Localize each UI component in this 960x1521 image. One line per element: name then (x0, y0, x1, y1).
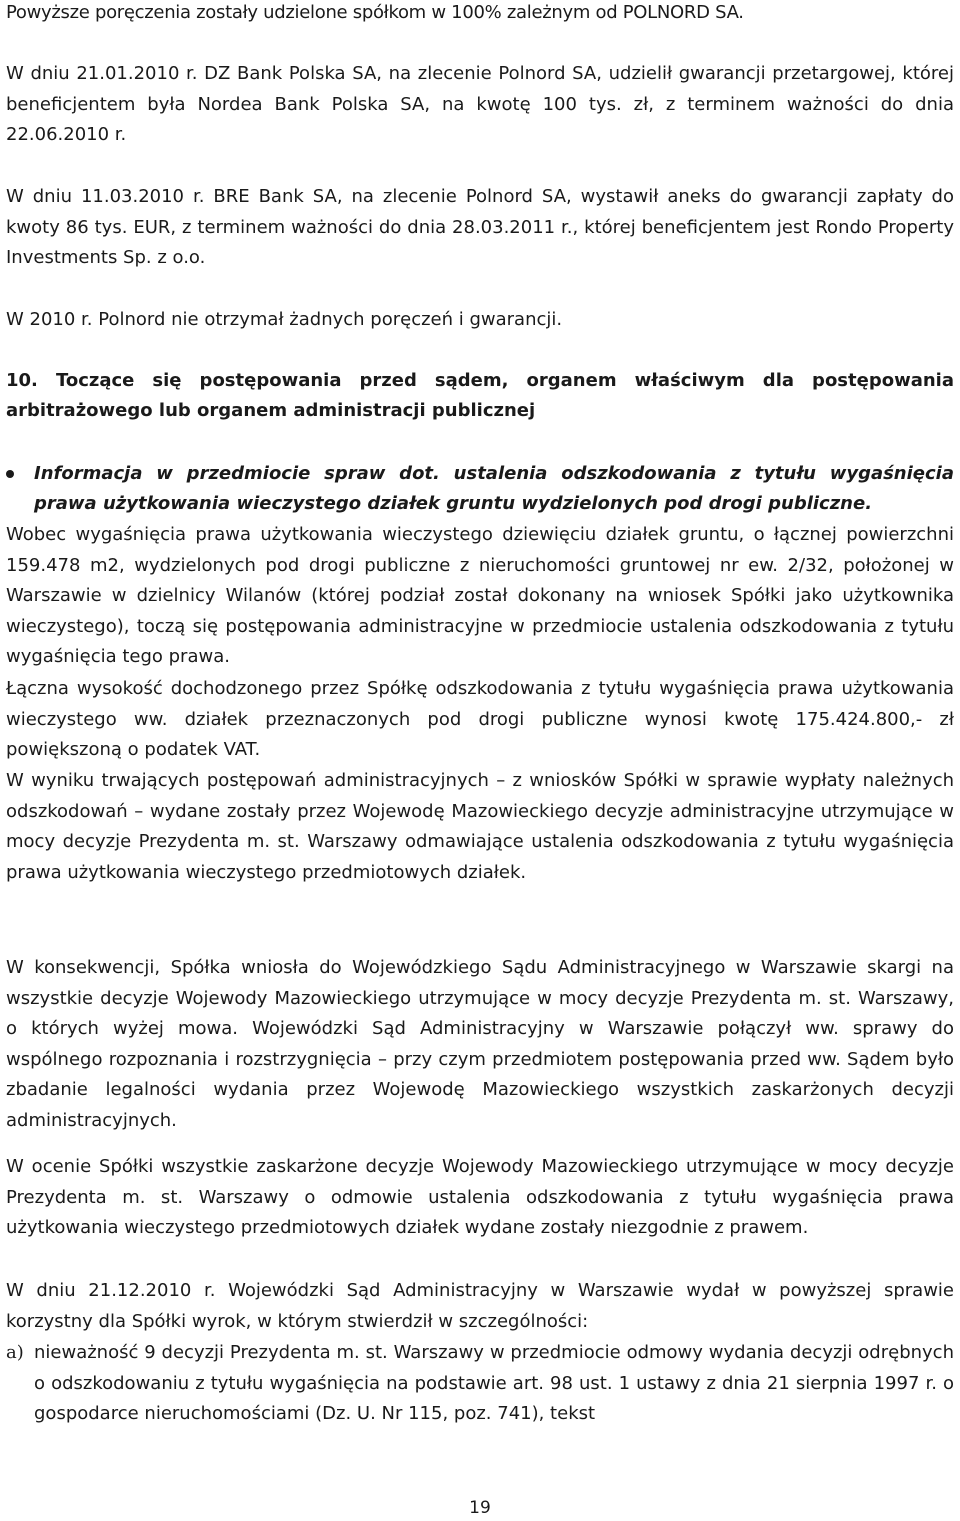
list-item-text: nieważność 9 decyzji Prezydenta m. st. Warszawy w przedmiocie odmowy wydania decyzji odrębnych o odszkodowaniu z tytułu wygaśnięcia na podstawie art. 98 ust. 1 ustawy z dnia 21 sierpnia 1997 r. o gospodarce nieruchomościami (Dz. U. Nr 115, poz. 741), tekst (34, 1342, 954, 1424)
bullet-icon (6, 470, 14, 478)
paragraph-court-ruling: W dniu 21.12.2010 r. Wojewódzki Sąd Administracyjny w Warszawie wydał w powyższej sprawie korzystny dla Spółki wyrok, w którym stwierdził w szczególności: (6, 1280, 954, 1332)
bullet-item-text: Informacja w przedmiocie spraw dot. ustalenia odszkodowania z tytułu wygaśnięcia prawa użytkowania wieczystego działek gruntu wydzielonych pod drogi publiczne. (34, 463, 954, 514)
bullet-item (6, 459, 954, 519)
paragraph-administrative-decisions: W wyniku trwających postępowań administracyjnych – z wniosków Spółki w sprawie wypłaty należnych odszkodowań – wydane zostały przez Wojewodę Mazowieckiego decyzje administracyjne utrzymujące w mocy decyzje Prezydenta m. st. Warszawy odmawiające ustalenia odszkodowania z tytułu wygaśnięcia prawa użytkowania wieczystego przedmiotowych działek. (6, 770, 954, 883)
list-item (6, 1338, 954, 1430)
paragraph-company-opinion: W ocenie Spółki wszystkie zaskarżone decyzje Wojewody Mazowieckiego utrzymujące w mocy decyzje Prezydenta m. st. Warszawy o odmowie ustalenia odszkodowania z tytułu wygaśnięcia prawa użytkowania wieczystego przedmiotowych działek wydane zostały niezgodnie z prawem. (6, 1156, 954, 1238)
paragraph-guarantees-note: Powyższe poręczenia zostały udzielone spółkom w 100% zależnym od POLNORD SA. (6, 2, 744, 23)
paragraph-bre-bank: W dniu 11.03.2010 r. BRE Bank SA, na zlecenie Polnord SA, wystawił aneks do gwarancji zapłaty do kwoty 86 tys. EUR, z terminem ważności do dnia 28.03.2011 r., której beneficjentem jest Rondo Property Investments Sp. z o.o. (6, 186, 954, 268)
paragraph-court-complaints: W konsekwencji, Spółka wniosła do Wojewódzkiego Sądu Administracyjnego w Warszawie skargi na wszystkie decyzje Wojewody Mazowieckiego utrzymujące w mocy decyzje Prezydenta m. st. Warszawy, o których wyżej mowa. Wojewódzki Sąd Administracyjny w Warszawie połączył ww. sprawy do wspólnego rozpoznania i rozstrzygnięcia – przy czym przedmiotem postępowania przed ww. Sądem było zbadanie legalności wydania przez Wojewodę Mazowieckiego wszystkich zaskarżonych decyzji administracyjnych. (6, 957, 954, 1131)
paragraph-compensation-amount: Łączna wysokość dochodzonego przez Spółkę odszkodowania z tytułu wygaśnięcia prawa użytkowania wieczystego ww. działek przeznaczonych pod drogi publiczne wynosi kwotę 175.424.800,- zł powiększoną o podatek VAT. (6, 678, 954, 760)
paragraph-dz-bank: W dniu 21.01.2010 r. DZ Bank Polska SA, na zlecenie Polnord SA, udzielił gwarancji przetargowej, której beneficjentem była Nordea Bank Polska SA, na kwotę 100 tys. zł, z terminem ważności do dnia 22.06.2010 r. (6, 63, 954, 145)
paragraph-expiry-proceedings: Wobec wygaśnięcia prawa użytkowania wieczystego dziewięciu działek gruntu, o łącznej powierzchni 159.478 m2, wydzielonych pod drogi publiczne z nieruchomości gruntowej nr ew. 2/32, położonej w Warszawie w dzielnicy Wilanów (której podział został dokonany na wniosek Spółki jako użytkownika wieczystego), toczą się postępowania administracyjne w przedmiocie ustalenia odszkodowania z tytułu wygaśnięcia tego prawa. (6, 524, 954, 667)
page-number: 19 (469, 1498, 491, 1518)
paragraph-no-guarantees: W 2010 r. Polnord nie otrzymał żadnych poręczeń i gwarancji. (6, 309, 563, 330)
list-marker: a) (6, 1342, 24, 1363)
section-heading-10: 10. Toczące się postępowania przed sądem, organem właściwym dla postępowania arbitrażowego lub organem administracji publicznej (6, 370, 954, 421)
